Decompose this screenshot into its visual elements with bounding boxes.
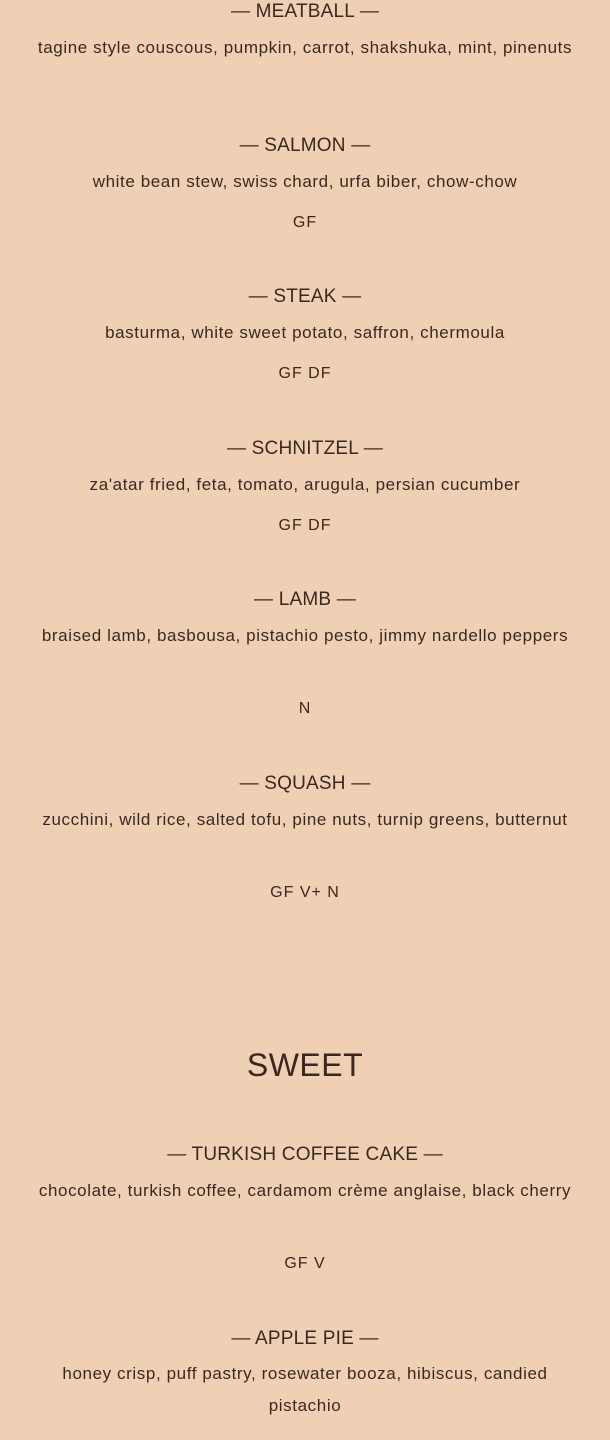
menu-item-tags-schnitzel: GF DF: [278, 517, 332, 534]
menu-item-name-salmon: — SALMON —: [239, 135, 371, 156]
menu-item-tags-turkish-coffee-cake: GF V: [284, 1255, 326, 1272]
menu-item-name-steak: — STEAK —: [248, 286, 362, 307]
menu-item-description-meatball: tagine style couscous, pumpkin, carrot, shakshuka, mint, pinenuts: [37, 38, 573, 57]
section-title-sweet: SWEET: [246, 1047, 364, 1083]
menu-item-description-schnitzel: za'atar fried, feta, tomato, arugula, persian cucumber: [89, 475, 521, 494]
menu-item-description-apple-pie: honey crisp, puff pastry, rosewater booza, hibiscus, candied pistachio: [62, 1364, 548, 1415]
menu-item-tags-lamb: N: [298, 700, 312, 717]
menu-item-description-lamb: braised lamb, basbousa, pistachio pesto, jimmy nardello peppers: [41, 626, 569, 645]
menu-item-tags-squash: GF V+ N: [270, 884, 340, 901]
menu-item-name-schnitzel: — SCHNITZEL —: [226, 438, 384, 459]
menu-item-name-turkish-coffee-cake: — TURKISH COFFEE CAKE —: [167, 1144, 443, 1165]
menu-item-name-squash: — SQUASH —: [239, 773, 371, 794]
menu-item-description-salmon: white bean stew, swiss chard, urfa biber, chow-chow: [92, 172, 518, 191]
menu-item-name-apple-pie: — APPLE PIE —: [231, 1328, 379, 1349]
menu-item-description-steak: basturma, white sweet potato, saffron, chermoula: [105, 323, 505, 342]
menu-item-description-turkish-coffee-cake: chocolate, turkish coffee, cardamom crème anglaise, black cherry: [38, 1181, 572, 1200]
menu-item-name-meatball: — MEATBALL —: [230, 1, 380, 22]
menu-item-tags-steak: GF DF: [278, 365, 332, 382]
menu-item-name-lamb: — LAMB —: [254, 589, 356, 610]
menu-item-description-squash: zucchini, wild rice, salted tofu, pine nuts, turnip greens, butternut: [42, 810, 568, 829]
menu-item-tags-salmon: GF: [292, 214, 318, 231]
